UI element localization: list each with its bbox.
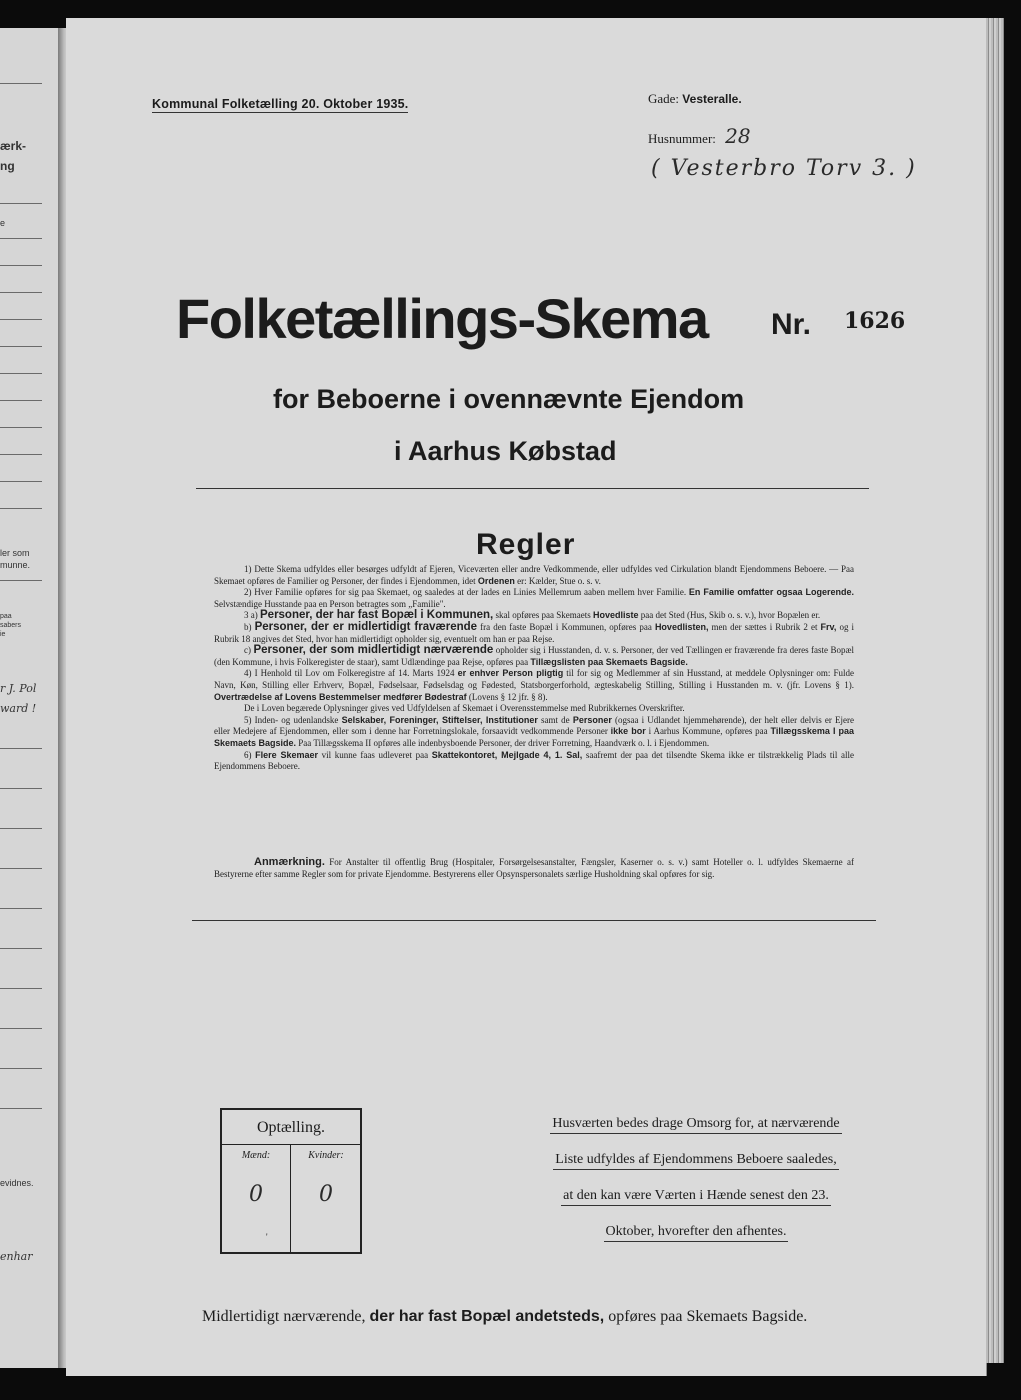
women-count: 0 [319,1182,333,1207]
divider [192,920,876,921]
house-number-field [648,124,751,148]
rule-3b: b) Personer, der er midlertidigt fraværende fra den faste Bopæl i Kommunen, opføres paa Hovedlisten, men der sættes i Rubrik 2 et Frv, og i Rubrik 18 angives det Sted, hvor han midlertidigt opholder sig, eventuelt om han er paa Rejse. [214,620,855,644]
men-label: Mænd: [241,1150,271,1161]
rule-4: 4) I Henhold til Lov om Folkeregistre af 14. Marts 1924 er enhver Person pligtig til for sig og Medlemmer af sin Husstand, at meddele Oplysninger om: Fulde Navn, Køn, Stilling eller Erhverv, Bopæl, Fødselsaar, Fødselsdag og Fødested, Statsborgerforhold, ægteskabelig Stilling, Stilling i Husstanden m. v. (jfr. Lovens § 1). Overtrædelse af Lovens Bestemmelser medfører Bødestraf (Lovens § 12 jfr. § 8). [214,668,854,702]
rule-1: 1) Dette Skema udfyldes eller besørges udfyldt af Ejeren, Viceværten eller andre Vedkommende, eller udfyldes ved Cirkulation blandt Ejendommens Beboere. — Paa Skemaet opføres de Familier og Personer, der findes i Ejendommen, idet Ordenen er: Kælder, Stue o. s. v. [214,564,854,586]
divider [0,400,42,401]
divider [0,83,42,84]
remark-paragraph [214,856,854,880]
left-fragment: ler som [0,548,30,558]
divider [0,373,42,374]
form-subtitle-city: i Aarhus Købstad [394,436,617,466]
notice-line: at den kan være Værten i Hænde senest den 23. [561,1186,831,1206]
women-label: Kvinder: [308,1150,344,1161]
form-title: Folketællings-Skema [176,287,708,350]
landlord-notice [516,1106,876,1250]
count-box-title: Optælling. [222,1110,360,1145]
notice-line: Liste udfyldes af Ejendommens Beboere saaledes, [553,1150,838,1170]
street-label: Gade: [648,91,680,106]
divider [0,292,42,293]
handwritten-address-note: ( Vesterbro Torv 3. ) [651,156,917,181]
notice-line: Husværten bedes drage Omsorg for, at nærværende [550,1114,841,1134]
left-fragment: e [0,218,6,228]
house-number-label: Husnummer: [648,131,716,146]
rule-4-note: De i Loven begærede Oplysninger gives ved Udfyldelsen af Skemaet i Overensstemmelse med Rubrikkernes Overskrifter. [244,703,685,714]
divider [0,828,42,829]
divider [0,868,42,869]
divider [0,1108,42,1109]
divider [0,454,42,455]
divider [0,1028,42,1029]
left-fragment: ærk- [0,139,27,153]
divider [0,481,42,482]
left-fragment: evidnes. [0,1178,34,1188]
left-fragment: munne. [0,560,31,570]
notice-line: Oktober, hvorefter den afhentes. [604,1222,789,1242]
page-edges [986,18,1004,1363]
remark-label: Anmærkning. [254,856,325,868]
divider [196,488,869,489]
divider [0,748,42,749]
footer-note [202,1308,807,1326]
divider [0,238,42,239]
house-number-value: 28 [725,124,751,148]
form-number-label: Nr. [771,308,812,341]
divider [0,265,42,266]
pencil-tick: ' [266,1232,268,1242]
divider [0,427,42,428]
rule-6: 6) Flere Skemaer vil kunne faas udleveret paa Skattekontoret, Mejlgade 4, 1. Sal, saafremt der paa det tilsendte Skema ikke er tilstrækkelig Plads til alle Ejendommens Beboere. [214,749,855,772]
rule-2: 2) Hver Familie opføres for sig paa Skemaet, og saaledes at der lades en Linies Mellemrum aaben mellem hver Familie. En Familie omfatter ogsaa Logerende. Selvstændige Husstande paa en Person betragtes som „Familie". [214,587,854,609]
divider [0,948,42,949]
census-header: Kommunal Folketælling 20. Oktober 1935. [152,97,409,111]
left-fragment: paa [0,613,12,620]
rule-5: 5) Inden- og udenlandske Selskaber, Foreninger, Stiftelser, Institutioner samt de Personer (ogsaa i Udlandet hjemmehørende), der helt eller delvis er Ejere eller Medejere af Ejendommen, eller som i denne har Forretningslokale, forsaavidt vedkommende Personer ikke bor i Aarhus Kommune, opføres paa Tillægsskema I paa Skemaets Bagside. Paa Tillægsskema II opføres alle indenbysboende Personer, der driver Forretning, Haandværk o. l. i Ejendommen. [214,714,855,748]
rule-3a: 3 a) Personer, der har fast Bopæl i Kommunen, skal opføres paa Skemaets Hovedliste paa det Sted (Hus, Skib o. s. v.), hvor Bopælen er. [244,609,821,622]
remark-text: For Anstalter til offentlig Brug (Hospitaler, Forsørgelsesanstalter, Fængsler, Kaserner o. s. v.) samt Hoteller o. l. udfyldes Skemaerne af Bestyrerne efter samme Regler som for private Ejendomme. Bestyrerens eller Opsynspersonalets særlige Husholdning skal opføres for sig. [214,857,855,879]
left-fragment: ie [0,631,6,638]
street-value: Vesteralle. [682,92,742,106]
divider [0,346,42,347]
left-fragment: ng [0,159,15,173]
left-fragment: ward ! [0,702,37,715]
form-subtitle: for Beboerne i ovennævnte Ejendom [273,384,745,414]
footer-part-bold: der har fast Bopæl andetsteds, [369,1308,605,1325]
divider [0,203,42,204]
left-fragment: r J. Pol [0,682,37,695]
form-number: 1626 [844,308,906,334]
divider [0,580,42,581]
divider [0,908,42,909]
women-column [292,1144,360,1252]
divider [0,319,42,320]
count-box [220,1108,362,1254]
previous-page-strip [0,28,62,1368]
men-column [222,1144,291,1252]
divider [0,788,42,789]
footer-part: Midlertidigt nærværende, [202,1308,366,1325]
divider [0,508,42,509]
rules-text [214,564,854,773]
divider [0,988,42,989]
census-form-page [66,18,987,1376]
rules-heading: Regler [476,528,576,561]
rule-3c: c) Personer, der som midlertidigt nærværende opholder sig i Husstanden, d. v. s. Personer, der ved Tællingen er fraværende fra deres faste Bopæl (den Kommune, i hvis Folkeregister de staar), samt Udlændinge paa Rejse, opføres paa Tillægslisten paa Skemaets Bagside. [214,644,855,667]
footer-part: opføres paa Skemaets Bagside. [608,1308,808,1325]
left-fragment: enhar [0,1250,33,1263]
divider [0,1068,42,1069]
street-field [648,91,742,107]
left-fragment: sabers [0,622,22,629]
men-count: 0 [249,1182,263,1207]
